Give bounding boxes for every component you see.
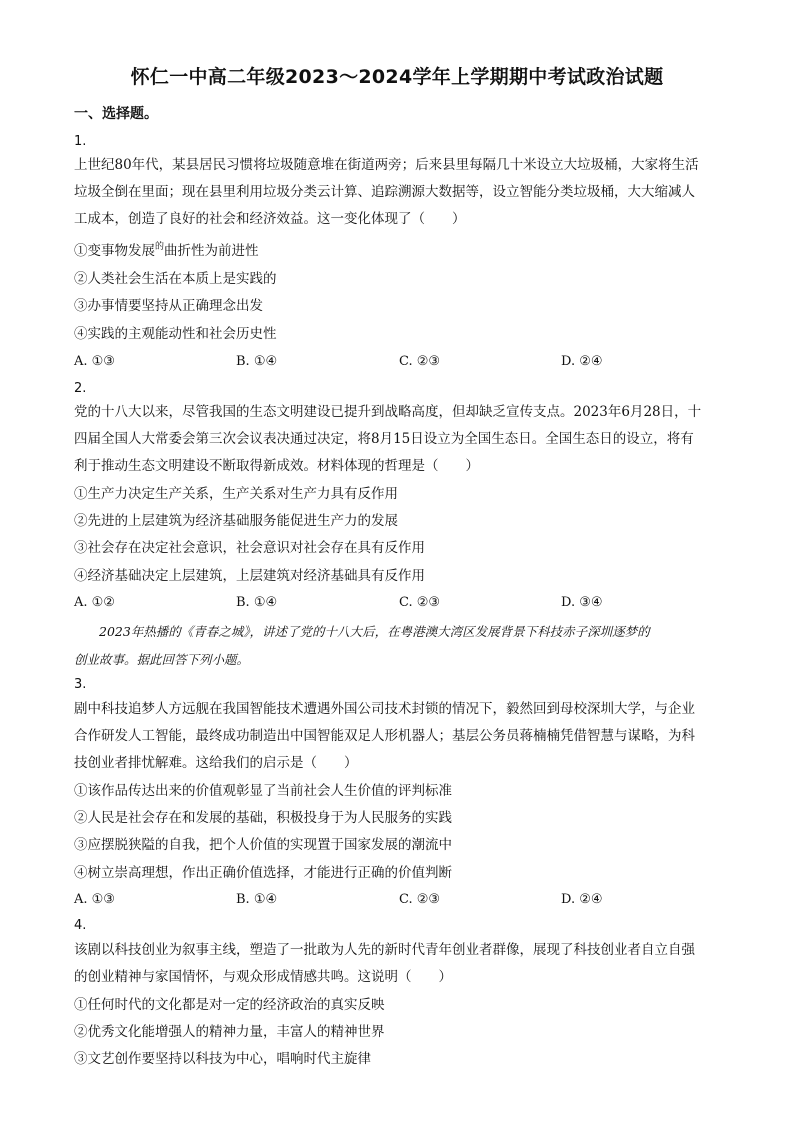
option-c[interactable]: C. ②③ — [399, 892, 441, 907]
statement-item: ②人类社会生活在本质上是实践的 — [74, 271, 277, 287]
question-number: 3. — [74, 677, 87, 692]
option-d[interactable]: D. ③④ — [561, 595, 603, 610]
option-d[interactable]: D. ②④ — [561, 354, 603, 369]
question-number: 1. — [74, 134, 87, 149]
option-b[interactable]: B. ①④ — [236, 354, 278, 369]
exam-title: 怀仁一中高二年级2023～2024学年上学期期中考试政治试题 — [130, 66, 664, 88]
option-b[interactable]: B. ①④ — [236, 892, 278, 907]
question-number: 4. — [74, 918, 87, 933]
statement-item: ③社会存在决定社会意识，社会意识对社会存在具有反作用 — [74, 540, 425, 556]
question-number: 2. — [74, 381, 87, 396]
question-stem: 工成本，创造了良好的社会和经济效益。这一变化体现了（ ） — [74, 211, 466, 227]
statement-item: ①该作品传达出来的价值观彰显了当前社会人生价值的评判标准 — [74, 783, 452, 799]
question-stem: 该剧以科技创业为叙事主线，塑造了一批敢为人先的新时代青年创业者群像，展现了科技创业者自立自强 — [74, 942, 695, 958]
statement-item: ②先进的上层建筑为经济基础服务能促进生产力的发展 — [74, 513, 398, 529]
question-stem: 利于推动生态文明建设不断取得新成效。材料体现的哲理是（ ） — [74, 458, 479, 474]
statement-item: ②优秀文化能增强人的精神力量，丰富人的精神世界 — [74, 1024, 385, 1040]
question-stem: 上世纪80年代，某县居民习惯将垃圾随意堆在街道两旁；后来县里每隔几十米设立大垃圾桶，大家将生活 — [74, 157, 699, 173]
option-b[interactable]: B. ①④ — [236, 595, 278, 610]
question-stem: 垃圾全倒在里面；现在县里利用垃圾分类云计算、追踪溯源大数据等，设立智能分类垃圾桶，大大缩减人 — [74, 184, 695, 200]
statement-item: ③应摆脱狭隘的自我，把个人价值的实现置于国家发展的潮流中 — [74, 837, 452, 853]
option-c[interactable]: C. ②③ — [399, 595, 441, 610]
material-text: 2023年热播的《青春之城》，讲述了党的十八大后，在粤港澳大湾区发展背景下科技赤子深圳逐梦的 — [74, 624, 650, 639]
statement-item: ④经济基础决定上层建筑，上层建筑对经济基础具有反作用 — [74, 568, 425, 584]
statement-item: ④实践的主观能动性和社会历史性 — [74, 326, 277, 342]
material-text: 创业故事。据此回答下列小题。 — [74, 652, 250, 667]
statement-item: ③办事情要坚持从正确理念出发 — [74, 298, 263, 314]
question-stem: 技创业者排忧解难。这给我们的启示是（ ） — [74, 755, 358, 771]
question-stem: 剧中科技追梦人方远舰在我国智能技术遭遇外国公司技术封锁的情况下，毅然回到母校深圳大学，与企业 — [74, 701, 695, 717]
statement-item: ①变事物发展$^的$曲折性为前进性 — [74, 242, 259, 259]
statement-item: ③文艺创作要坚持以科技为中心，唱响时代主旋律 — [74, 1051, 371, 1067]
option-d[interactable]: D. ②④ — [561, 892, 603, 907]
question-stem: 合作研发人工智能，最终成功制造出中国智能双足人形机器人；基层公务员蒋楠楠凭借智慧与谋略，为科 — [74, 728, 695, 744]
statement-item: ①生产力决定生产关系，生产关系对生产力具有反作用 — [74, 486, 398, 502]
statement-item: ②人民是社会存在和发展的基础，积极投身于为人民服务的实践 — [74, 810, 452, 826]
option-c[interactable]: C. ②③ — [399, 354, 441, 369]
section-heading: 一、选择题。 — [74, 106, 158, 122]
statement-item: ①任何时代的文化都是对一定的经济政治的真实反映 — [74, 997, 385, 1013]
option-a[interactable]: A. ①② — [74, 595, 115, 610]
option-a[interactable]: A. ①③ — [74, 892, 115, 907]
option-a[interactable]: A. ①③ — [74, 354, 115, 369]
question-stem: 的创业精神与家国情怀，与观众形成情感共鸣。这说明（ ） — [74, 969, 452, 985]
question-stem: 党的十八大以来，尽管我国的生态文明建设已提升到战略高度，但却缺乏宣传支点。2023年6月28日，十 — [74, 404, 702, 420]
statement-item: ④树立崇高理想，作出正确价值选择，才能进行正确的价值判断 — [74, 865, 452, 881]
question-stem: 四届全国人大常委会第三次会议表决通过决定，将8月15日设立为全国生态日。全国生态日的设立，将有 — [74, 431, 694, 447]
